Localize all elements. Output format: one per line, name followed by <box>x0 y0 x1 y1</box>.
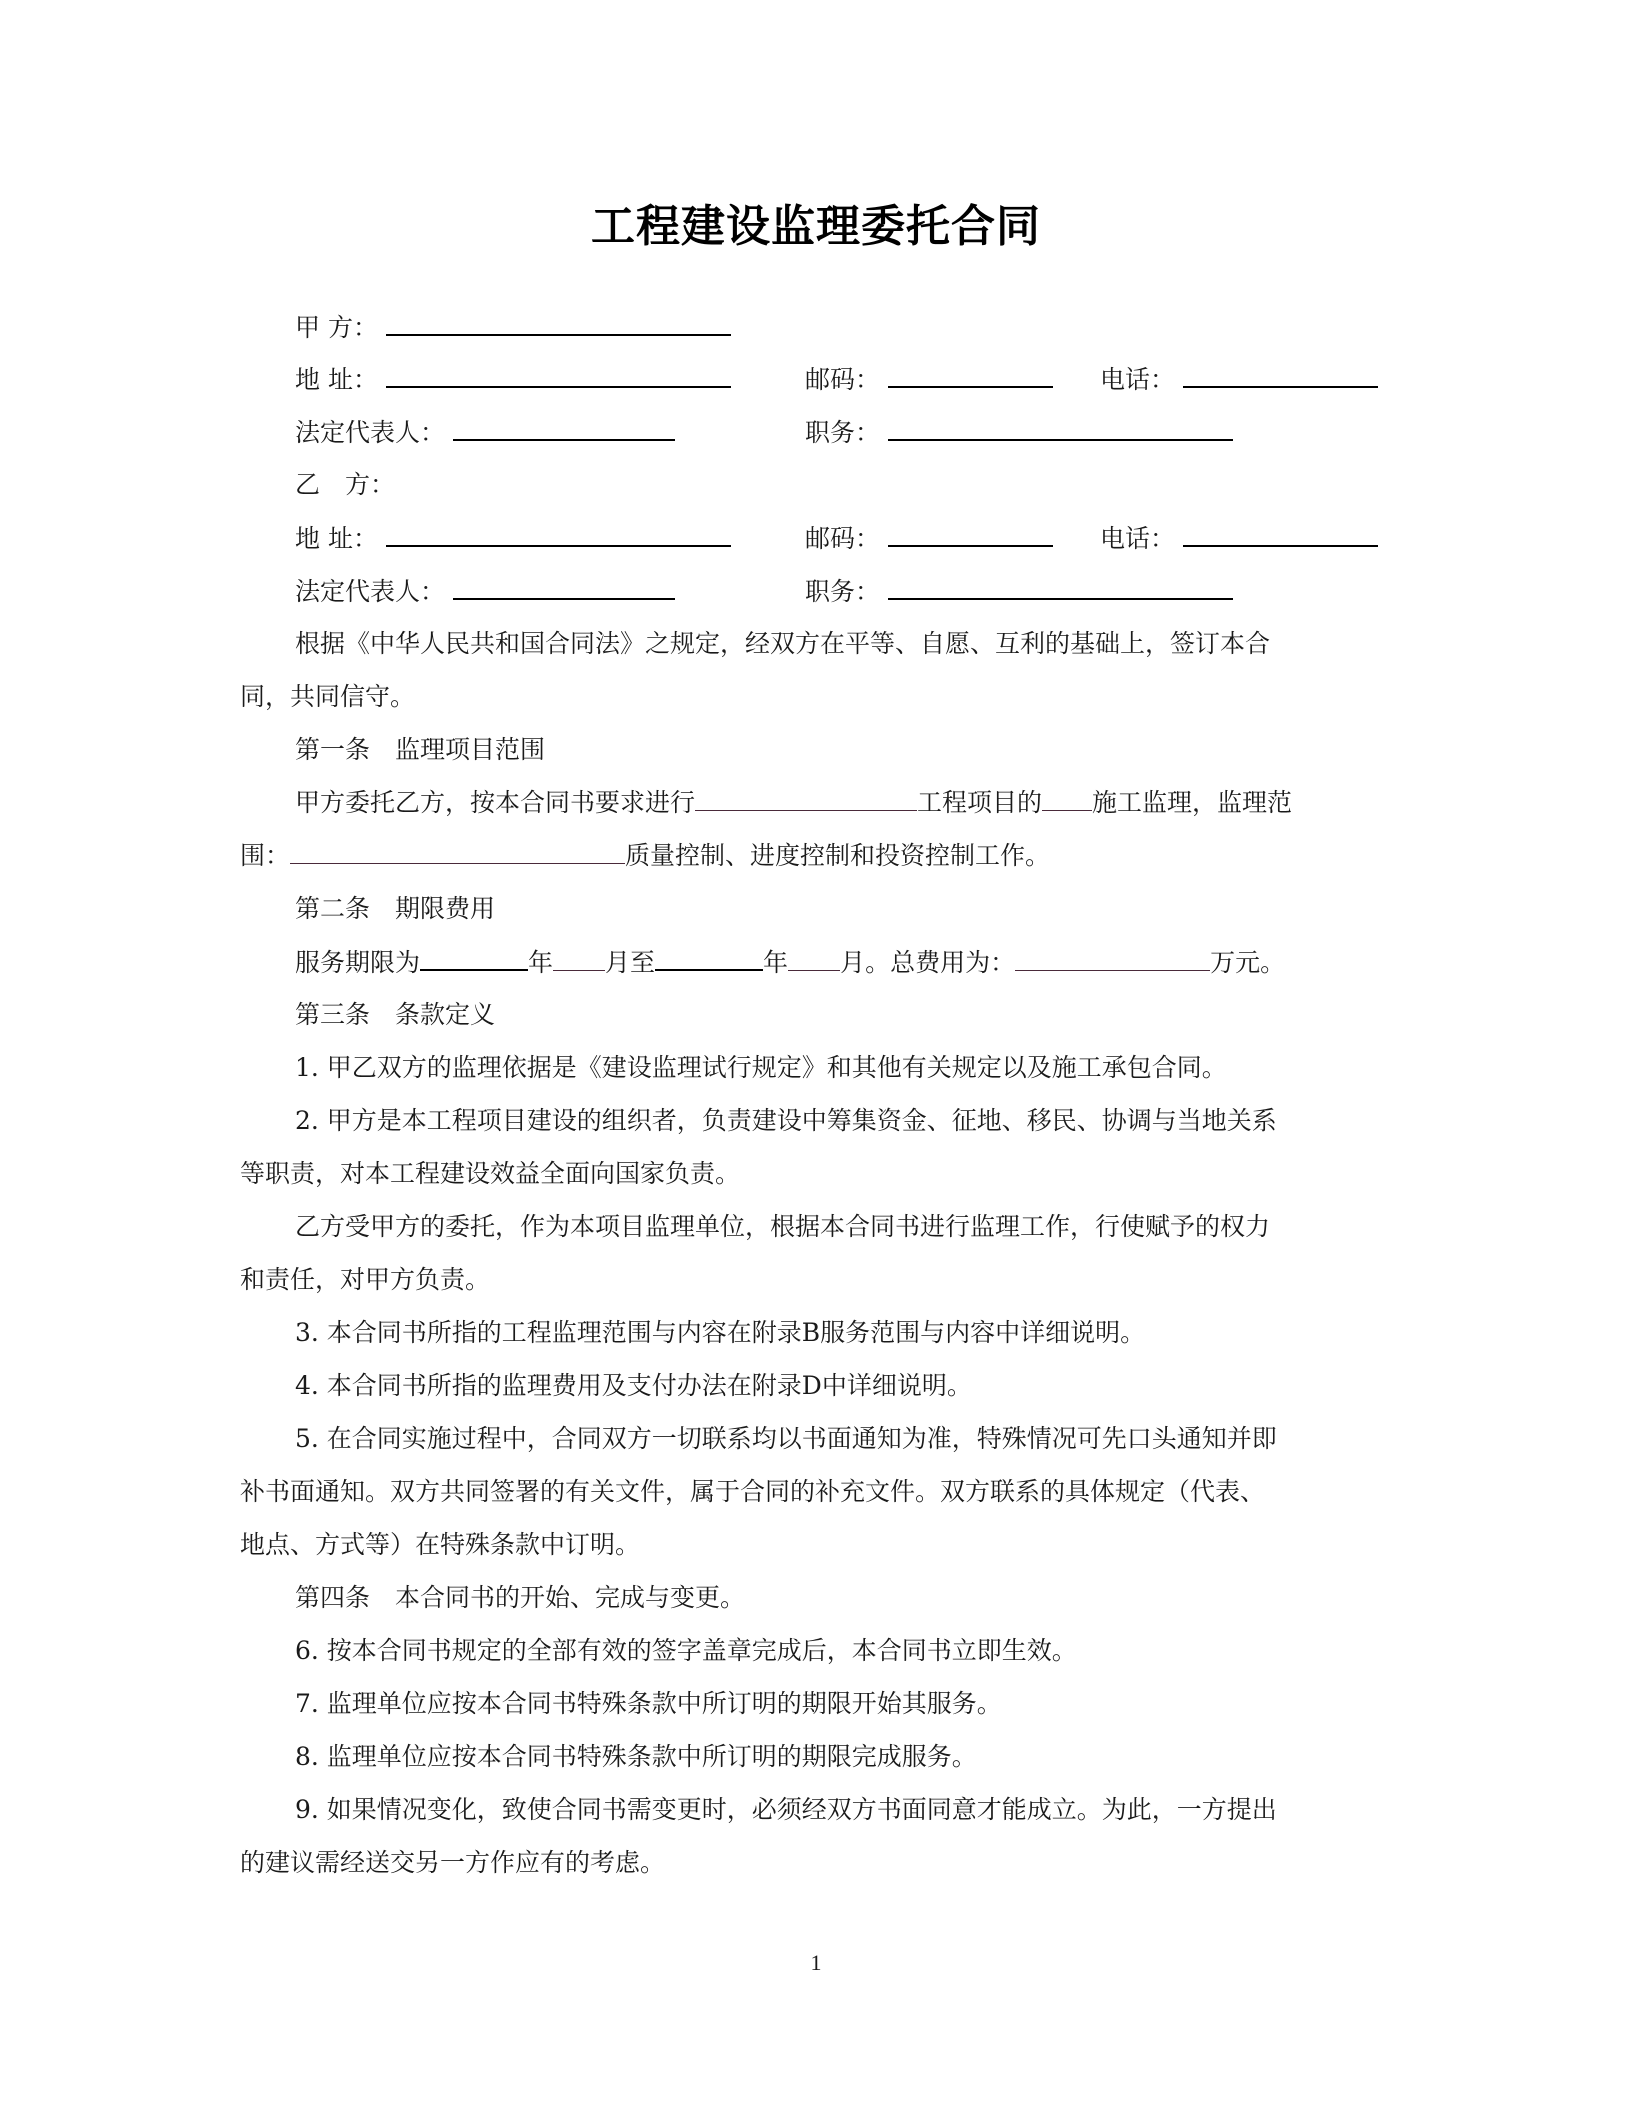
party-b-position-label: 职务： <box>805 577 881 606</box>
currency-unit-label: 万元。 <box>1210 948 1286 977</box>
article-1-text-b: 工程项目的 <box>917 788 1043 817</box>
party-b-legal-rep-label: 法定代表人： <box>295 577 446 606</box>
party-a-name-field[interactable] <box>386 310 731 336</box>
party-b-position-field[interactable] <box>888 574 1233 600</box>
start-month-field[interactable] <box>553 946 605 971</box>
party-a-legal-rep-row <box>295 415 675 450</box>
end-month-field[interactable] <box>788 946 840 971</box>
party-a-address-row <box>295 362 731 397</box>
party-a-address-field[interactable] <box>386 362 731 388</box>
document-title: 工程建设监理委托合同 <box>591 201 1041 252</box>
end-year-field[interactable] <box>655 945 763 971</box>
party-a-position-field[interactable] <box>888 415 1233 441</box>
party-b-postcode-field[interactable] <box>888 521 1053 547</box>
article-4-heading: 第四条 本合同书的开始、完成与变更。 <box>295 1583 746 1612</box>
article-4-item-8: 8. 监理单位应按本合同书特殊条款中所订明的期限完成服务。 <box>295 1742 977 1771</box>
party-b-postcode-label: 邮码： <box>805 524 881 553</box>
party-b-position-row <box>805 574 1233 609</box>
article-3-para-line-1: 乙方受甲方的委托，作为本项目监理单位，根据本合同书进行监理工作，行使赋予的权力 <box>295 1212 1271 1241</box>
party-a-legal-rep-label: 法定代表人： <box>295 418 446 447</box>
article-1-line-1 <box>295 786 1292 820</box>
article-3-item-5-line-2: 补书面通知。双方共同签署的有关文件，属于合同的补充文件。双方联系的具体规定（代表、 <box>240 1477 1266 1506</box>
article-3-heading: 第三条 条款定义 <box>295 1000 496 1029</box>
start-year-field[interactable] <box>420 945 528 971</box>
article-1-heading: 第一条 监理项目范围 <box>295 735 546 764</box>
article-1-text-c: 施工监理，监理范 <box>1092 788 1293 817</box>
article-3-item-1: 1. 甲乙双方的监理依据是《建设监理试行规定》和其他有关规定以及施工承包合同。 <box>295 1053 1227 1082</box>
article-4-item-6: 6. 按本合同书规定的全部有效的签字盖章完成后，本合同书立即生效。 <box>295 1636 1077 1665</box>
year-label-2: 年 <box>763 948 789 977</box>
party-b-address-label: 地 址： <box>295 524 378 553</box>
preamble-line-1: 根据《中华人民共和国合同法》之规定，经双方在平等、自愿、互利的基础上，签订本合 <box>295 629 1271 658</box>
project-phase-field[interactable] <box>1042 786 1092 811</box>
article-4-item-9-line-1: 9. 如果情况变化，致使合同书需变更时，必须经双方书面同意才能成立。为此，一方提出 <box>295 1795 1277 1824</box>
article-3-item-4: 4. 本合同书所指的监理费用及支付办法在附录D中详细说明。 <box>295 1371 972 1400</box>
party-b-legal-rep-field[interactable] <box>453 574 675 600</box>
party-b-legal-rep-row <box>295 574 675 609</box>
preamble-line-2: 同，共同信守。 <box>240 682 416 711</box>
party-b-postcode-row <box>805 521 1053 556</box>
party-b-address-field[interactable] <box>386 521 731 547</box>
article-3-item-5-line-1: 5. 在合同实施过程中，合同双方一切联系均以书面通知为准，特殊情况可先口头通知并即 <box>295 1424 1277 1453</box>
article-3-para-line-2: 和责任，对甲方负责。 <box>240 1265 491 1294</box>
article-3-item-5-line-3: 地点、方式等）在特殊条款中订明。 <box>240 1530 641 1559</box>
total-fee-label: 月。总费用为： <box>840 948 1016 977</box>
party-a-position-row <box>805 415 1233 450</box>
party-b-address-row <box>295 521 731 556</box>
project-name-field[interactable] <box>695 786 917 811</box>
article-1-text-e: 质量控制、进度控制和投资控制工作。 <box>625 841 1051 870</box>
month-to-label: 月至 <box>605 948 656 977</box>
party-b-phone-field[interactable] <box>1183 521 1378 547</box>
party-a-position-label: 职务： <box>805 418 881 447</box>
party-a-phone-label: 电话： <box>1100 365 1176 394</box>
article-2-heading: 第二条 期限费用 <box>295 894 496 923</box>
party-a-postcode-label: 邮码： <box>805 365 881 394</box>
party-a-postcode-row <box>805 362 1053 397</box>
party-b-label: 乙 方： <box>295 470 396 499</box>
year-label-1: 年 <box>528 948 554 977</box>
party-a-legal-rep-field[interactable] <box>453 415 675 441</box>
party-a-label: 甲 方： <box>295 313 378 342</box>
article-3-item-3: 3. 本合同书所指的工程监理范围与内容在附录B服务范围与内容中详细说明。 <box>295 1318 1146 1347</box>
page-number: 1 <box>810 1950 822 1975</box>
article-4-item-9-line-2: 的建议需经送交另一方作应有的考虑。 <box>240 1848 666 1877</box>
party-b-phone-row <box>1100 521 1378 556</box>
service-period-label: 服务期限为 <box>295 948 421 977</box>
party-a-address-label: 地 址： <box>295 365 378 394</box>
party-a-row <box>295 310 731 345</box>
article-3-item-2-line-1: 2. 甲方是本工程项目建设的组织者，负责建设中筹集资金、征地、移民、协调与当地关系 <box>295 1106 1277 1135</box>
party-b-phone-label: 电话： <box>1100 524 1176 553</box>
article-1-text-a: 甲方委托乙方，按本合同书要求进行 <box>295 788 696 817</box>
total-fee-field[interactable] <box>1015 946 1210 971</box>
article-1-text-d: 围： <box>240 841 291 870</box>
party-a-phone-field[interactable] <box>1183 362 1378 388</box>
article-4-item-7: 7. 监理单位应按本合同书特殊条款中所订明的期限开始其服务。 <box>295 1689 1002 1718</box>
party-b-row <box>295 468 395 502</box>
article-2-line <box>295 945 1285 980</box>
article-3-item-2-line-2: 等职责，对本工程建设效益全面向国家负责。 <box>240 1159 741 1188</box>
party-a-phone-row <box>1100 362 1378 397</box>
party-a-postcode-field[interactable] <box>888 362 1053 388</box>
article-1-line-2 <box>240 839 1050 873</box>
scope-field[interactable] <box>290 839 625 864</box>
